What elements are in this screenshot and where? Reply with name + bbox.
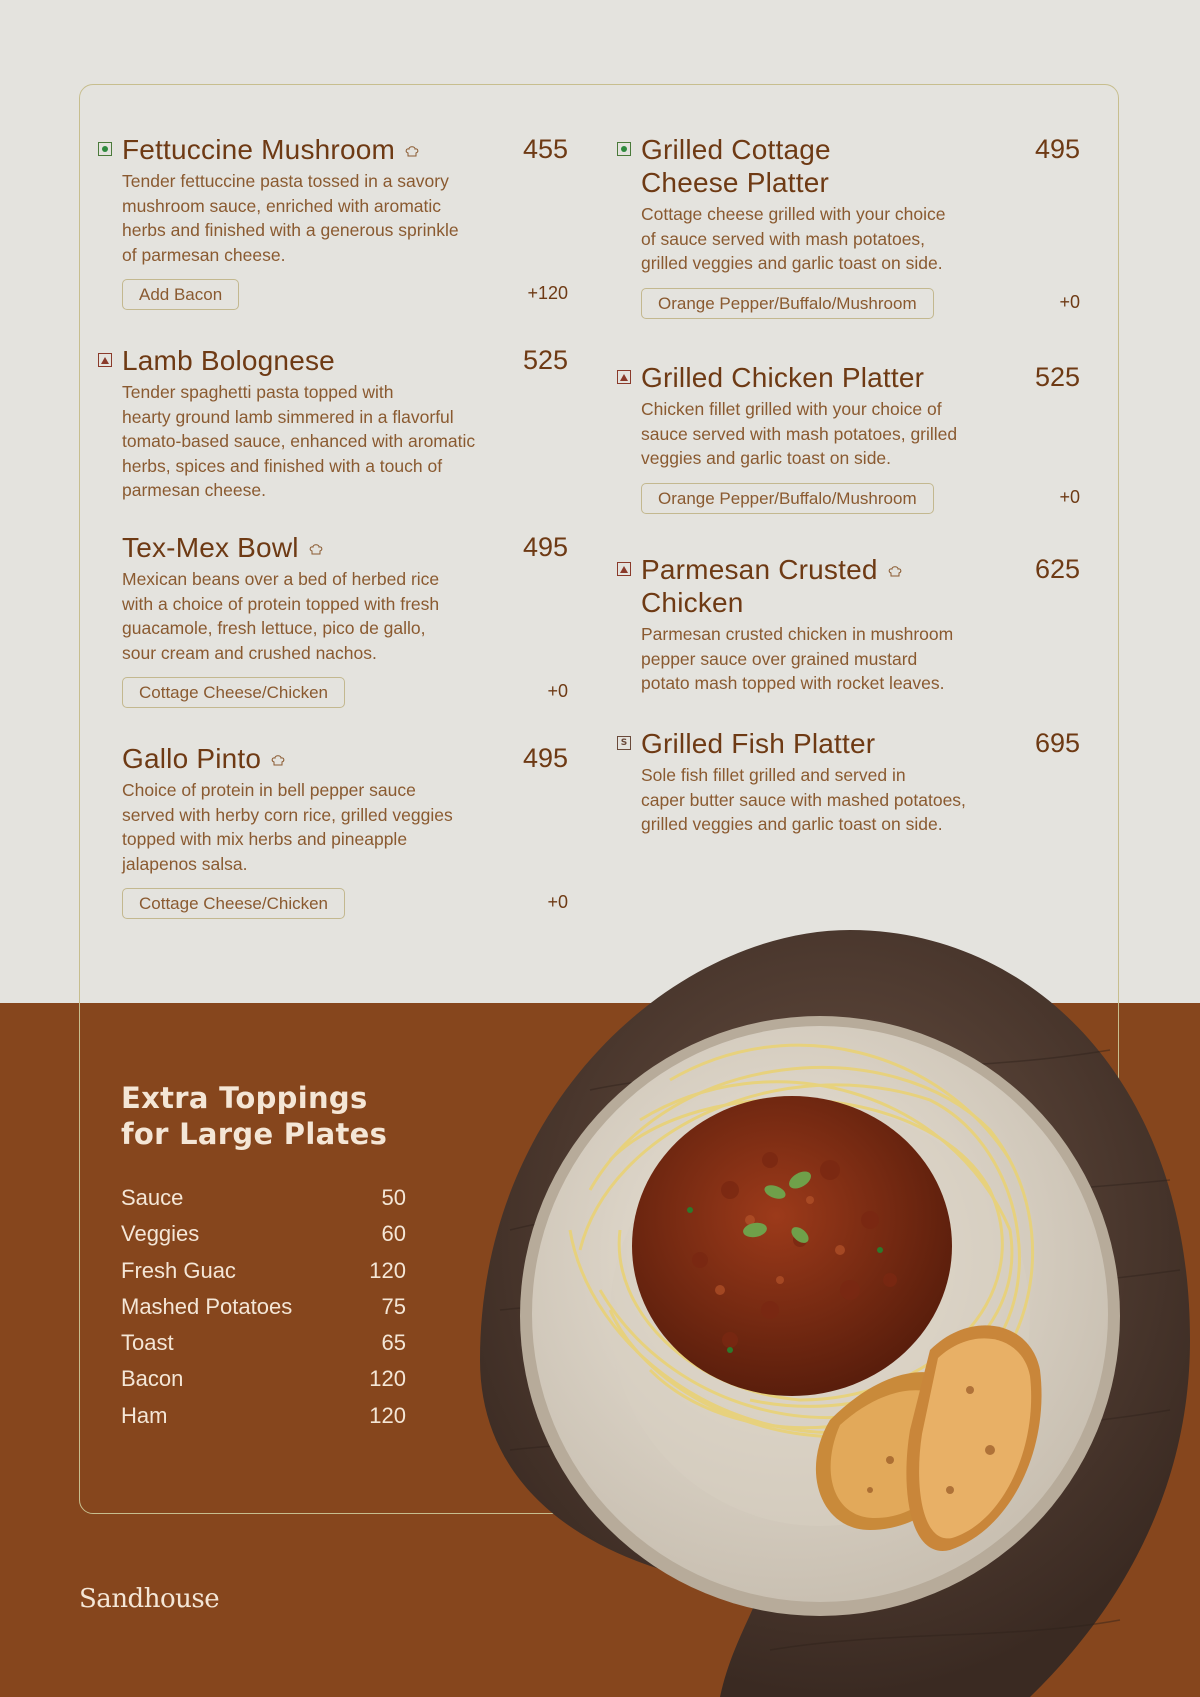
- item-price: 525: [522, 345, 568, 375]
- menu-item: [98, 742, 568, 920]
- spaghetti-photo: [470, 930, 1200, 1697]
- topping-row: Sauce 50: [121, 1185, 406, 1210]
- chef-hat-icon: [405, 146, 419, 158]
- menu-item: [98, 531, 568, 709]
- menu-item: [617, 361, 1080, 515]
- chef-hat-icon: [888, 566, 902, 578]
- item-name: Parmesan Crusted Chicken: [641, 553, 902, 619]
- item-price: 495: [522, 743, 568, 773]
- item-option: [122, 888, 568, 920]
- seafood-icon: S: [617, 736, 631, 750]
- toppings-title: Extra Toppings for Large Plates: [121, 1081, 388, 1151]
- option-price: +0: [1059, 291, 1080, 312]
- veg-icon: [617, 142, 631, 156]
- item-option: [641, 483, 1080, 515]
- topping-row: Toast 65: [121, 1330, 406, 1356]
- item-description: Sole fish fillet grilled and served in caper butter sauce with mashed potatoes, grilled veggies and garlic toast on side.: [641, 765, 966, 834]
- menu-item: [98, 344, 568, 503]
- item-price: 495: [522, 532, 568, 562]
- item-name: Gallo Pinto: [122, 742, 285, 775]
- item-description: Chicken fillet grilled with your choice of sauce served with mash potatoes, grilled veggies and garlic toast on side.: [641, 399, 958, 468]
- item-description: Mexican beans over a bed of herbed rice with a choice of protein topped with fresh guacamole, fresh lettuce, pico de gallo, sour cream and crushed nachos.: [122, 569, 440, 663]
- veg-icon: [98, 142, 112, 156]
- toppings-list: [121, 1185, 406, 1439]
- item-option: [641, 288, 1080, 320]
- item-option: [122, 279, 568, 311]
- brand-logo: Sandhouse: [79, 1584, 220, 1614]
- item-option: [122, 677, 568, 709]
- item-price: 525: [1034, 362, 1080, 392]
- option-chip[interactable]: Cottage Cheese/Chicken: [122, 888, 345, 919]
- option-chip[interactable]: Orange Pepper/Buffalo/Mushroom: [641, 288, 934, 319]
- non-veg-icon: [98, 353, 112, 367]
- topping-row: Ham 120: [121, 1402, 406, 1428]
- option-price: +0: [547, 892, 568, 912]
- item-price: 455: [522, 134, 568, 164]
- item-description: Choice of protein in bell pepper sauce served with herby corn rice, grilled veggies topped with mix herbs and pineapple jalapenos salsa.: [122, 780, 453, 874]
- item-name: Lamb Bolognese: [122, 345, 335, 376]
- item-name: Grilled Chicken Platter: [641, 362, 925, 393]
- menu-item: [617, 727, 1080, 837]
- menu-item: [617, 553, 1080, 696]
- item-description: Parmesan crusted chicken in mushroom pepper sauce over grained mustard potato mash topped with rocket leaves.: [641, 624, 954, 693]
- topping-row: Bacon 120: [121, 1366, 406, 1392]
- option-price: +0: [547, 681, 568, 701]
- topping-row: Fresh Guac 120: [121, 1257, 406, 1283]
- item-description: Tender fettuccine pasta tossed in a savory mushroom sauce, enriched with aromatic herbs and finished with a generous sprinkle of parmesan cheese.: [122, 171, 459, 265]
- option-chip[interactable]: Add Bacon: [122, 279, 239, 310]
- item-name: Fettuccine Mushroom: [122, 133, 419, 166]
- item-price: 625: [1034, 554, 1080, 584]
- item-description: Cottage cheese grilled with your choice of sauce served with mash potatoes, grilled veggies and garlic toast on side.: [641, 204, 946, 273]
- item-description: Tender spaghetti pasta topped with hearty ground lamb simmered in a flavorful tomato-based sauce, enhanced with aromatic herbs, spices and finished with a touch of parmesan cheese.: [122, 382, 476, 500]
- menu-item: [617, 133, 1080, 320]
- non-veg-icon: [617, 562, 631, 576]
- extra-toppings: [121, 1080, 406, 1439]
- item-price: 695: [1034, 728, 1080, 758]
- item-name: Grilled Fish Platter: [641, 728, 876, 759]
- chef-hat-icon: [271, 755, 285, 767]
- option-chip[interactable]: Orange Pepper/Buffalo/Mushroom: [641, 483, 934, 514]
- option-price: +120: [527, 283, 568, 303]
- item-name: Grilled Cottage Cheese Platter: [641, 134, 831, 198]
- non-veg-icon: [617, 370, 631, 384]
- option-price: +0: [1059, 486, 1080, 507]
- topping-row: Veggies 60: [121, 1221, 406, 1247]
- topping-row: Mashed Potatoes 75: [121, 1293, 406, 1319]
- chef-hat-icon: [309, 544, 323, 556]
- option-chip[interactable]: Cottage Cheese/Chicken: [122, 677, 345, 708]
- item-price: 495: [1034, 134, 1080, 164]
- menu-item: [98, 133, 568, 311]
- item-name: Tex-Mex Bowl: [122, 531, 323, 564]
